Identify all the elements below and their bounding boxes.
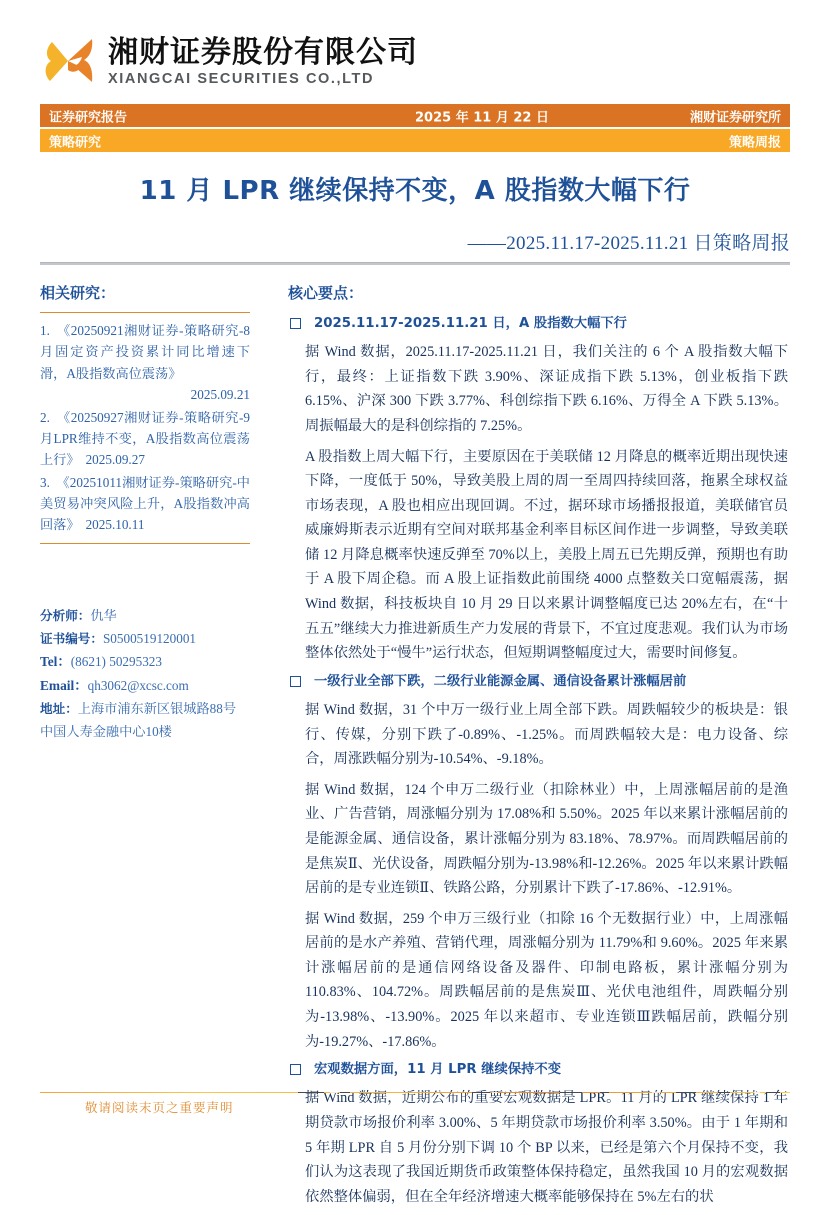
footer-disclaimer: 敬请阅读末页之重要声明 bbox=[85, 1100, 234, 1115]
xiangcai-butterfly-logo-icon bbox=[40, 32, 98, 90]
sidebar-divider-top bbox=[40, 312, 250, 313]
content-section bbox=[288, 314, 788, 666]
header-bar-secondary bbox=[40, 129, 790, 152]
analyst-name: 仇华 bbox=[90, 608, 117, 623]
sidebar-divider-bottom bbox=[40, 543, 250, 544]
masthead bbox=[40, 22, 790, 100]
header-divider bbox=[40, 262, 790, 265]
related-research-item[interactable] bbox=[40, 407, 250, 471]
email-value[interactable]: qh3062@xcsc.com bbox=[87, 678, 189, 694]
tel-row bbox=[40, 650, 255, 674]
section-title: 宏观数据方面，11 月 LPR 继续保持不变 bbox=[314, 1062, 562, 1078]
related-item-title[interactable]: 《20250927湘财证券-策略研究-9月LPR维持不变，A股指数高位震荡上行》 bbox=[40, 409, 250, 468]
tel-label: Tel： bbox=[40, 654, 71, 670]
sections-container bbox=[288, 314, 788, 1209]
footer-decorative-bar bbox=[40, 1086, 790, 1093]
section-paragraph: 据 Wind 数据，31 个中万一级行业上周全部下跌。周跌幅较少的板块是：银行、传媒，分别下跌了-0.89%、-1.25%。而周跌幅较大是：电力设备、综合，周涨跌幅分别为-10.54%、-9.18%。 bbox=[305, 702, 788, 768]
content-section bbox=[288, 672, 788, 1054]
related-research-list bbox=[40, 320, 250, 536]
related-research-item[interactable] bbox=[40, 472, 250, 536]
tel-value: (8621) 50295323 bbox=[70, 654, 162, 670]
related-item-date: 2025.10.11 bbox=[85, 517, 145, 533]
related-item-title[interactable]: 《20251011湘财证券-策略研究-中美贸易冲突风险上升，A股指数冲高回落》 bbox=[40, 474, 250, 533]
report-type-label: 证券研究报告 bbox=[49, 110, 128, 125]
analyst-contact-block bbox=[40, 605, 255, 743]
content-section bbox=[288, 1060, 788, 1209]
address-row bbox=[40, 698, 255, 721]
page-subtitle: ——2025.11.17-2025.11.21 日策略周报 bbox=[467, 233, 790, 254]
square-bullet-icon bbox=[290, 1064, 301, 1075]
address-value-2: 中国人寿金融中心10楼 bbox=[40, 723, 172, 739]
address-label: 地址： bbox=[40, 700, 78, 716]
core-points-heading: 核心要点： bbox=[288, 284, 364, 302]
related-item-title[interactable]: 《20250921湘财证券-策略研究-8月固定资产投资累计同比增速下滑，A股指数高位震荡》 bbox=[40, 323, 250, 381]
license-label: 证书编号： bbox=[40, 630, 103, 646]
related-item-date: 2025.09.27 bbox=[85, 452, 145, 468]
email-label: Email： bbox=[40, 678, 88, 694]
brand-wordmark bbox=[108, 34, 418, 88]
email-row[interactable] bbox=[40, 674, 255, 698]
square-bullet-icon bbox=[290, 676, 301, 687]
brand-name-en: XIANGCAI SECURITIES CO.,LTD bbox=[108, 70, 375, 87]
address-value: 上海市浦东新区银城路88号 bbox=[77, 700, 237, 716]
license-number: S0500519120001 bbox=[102, 630, 197, 646]
section-paragraph: 据 Wind 数据，259 个申万三级行业（扣除 16 个无数据行业）中，上周涨幅居前的是水产养殖、营销代理，周涨幅分别为 11.79%和 9.60%。2025 年来累计涨幅居前的是通信网络设备及器件、印制电路板，累计涨幅分别为 110.83%、104.72%。周跌幅居前的是焦炭Ⅲ、光伏电池组件，周跌幅分别为-13.98%、-13.90%。2025 年以来超市、专业连锁Ⅲ跌幅居前，跌幅分别为-19.27%、-17.86%。 bbox=[305, 910, 788, 1050]
section-paragraph: 据 Wind 数据，124 个申万二级行业（扣除林业）中，上周涨幅居前的是渔业、广告营销，周涨幅分别为 17.08%和 5.50%。2025 年以来累计涨幅居前的是能源金属、通信设备，累计涨幅分别为 83.18%、78.97%。而周跌幅居前的是焦炭Ⅱ、光伏设备，周跌幅分别为-13.98%和-12.26%。2025 年以来累计跌幅居前的是专业连锁Ⅱ、铁路公路，分别累计下跌了-17.86%、-12.91%。 bbox=[305, 781, 788, 897]
related-item-date: 2025.09.21 bbox=[190, 387, 250, 403]
address-row-2 bbox=[40, 721, 255, 744]
related-research-item[interactable] bbox=[40, 320, 250, 406]
license-row bbox=[40, 628, 255, 651]
brand-name-cn: 湘财证券股份有限公司 bbox=[108, 35, 418, 70]
sidebar bbox=[40, 282, 250, 544]
main-content bbox=[288, 282, 788, 1215]
related-item-number: 3. bbox=[40, 474, 57, 490]
header-bar-primary bbox=[40, 104, 790, 127]
analyst-label: 分析师： bbox=[40, 608, 91, 623]
related-item-number: 1. bbox=[40, 323, 57, 338]
section-header bbox=[288, 672, 788, 691]
section-title: 2025.11.17-2025.11.21 日，A 股指数大幅下行 bbox=[314, 316, 627, 331]
section-header bbox=[288, 314, 788, 333]
analyst-row bbox=[40, 605, 255, 628]
related-item-number: 2. bbox=[40, 409, 57, 425]
report-series-label: 策略周报 bbox=[728, 135, 781, 150]
report-date: 2025 年 11 月 22 日 bbox=[415, 110, 549, 125]
section-paragraph: 据 Wind 数据，2025.11.17-2025.11.21 日，我们关注的 6 个 A 股指数大幅下行，最终：上证指数下跌 3.90%、深证成指下跌 5.13%，创业板指下跌 6.15%、沪深 300 下跌 3.77%、科创综指下跌 6.16%、万得全 A 下跌 5.13%。周振幅最大的是科创综指的 7.25%。 bbox=[305, 344, 788, 434]
research-category-label: 策略研究 bbox=[49, 135, 102, 150]
section-header bbox=[288, 1060, 788, 1079]
section-paragraph: A 股指数上周大幅下行，主要原因在于美联储 12 月降息的概率近期出现快速下降，一度低于 50%，导致美股上周的周一至周四持续回落，拖累全球权益市场表现，A 股也相应出现回调。不过，据环球市场播报报道，美联储官员威廉姆斯表示近期有空间对联邦基金利率目标区间作进一步调整，导致美联储 12 月降息概率快速反弹至 70%以上，美股上周五已先期反弹，预期也有助于 A 股下周企稳。而 A 股上证指数此前围绕 4000 点整数关口宽幅震荡，据 Wind 数据，科技板块自 10 月 29 日以来累计调整幅度已达 20%左右，在“十五五”继续大力推进新质生产力发展的背景下，不宜过度悲观。我们认为市场整体依然处于“慢牛”运行状态，但短期调整幅度过大，需要时间修复。 bbox=[305, 448, 788, 662]
section-paragraph: 据 Wind 数据，近期公布的重要宏观数据是 LPR。11 月的 LPR 继续保持 1 年期贷款市场报价利率 3.00%、5 年期贷款市场报价利率 3.50%。由于 1 年期和 5 年期 LPR 自 5 月份分别下调 10 个 BP 以来，已经是第六个月保持不变，我们认为这表现了我国近期货币政策整体保持稳定，虽然我国 10 月的宏观数据依然整体偏弱，但在全年经济增速大概率能够保持在 5%左右的状 bbox=[305, 1090, 788, 1205]
page-title: 11 月 LPR 继续保持不变，A 股指数大幅下行 bbox=[139, 176, 691, 206]
square-bullet-icon bbox=[290, 318, 301, 329]
section-title: 一级行业全部下跌，二级行业能源金属、通信设备累计涨幅居前 bbox=[314, 673, 687, 689]
institute-label: 湘财证券研究所 bbox=[689, 110, 781, 125]
related-research-heading: 相关研究： bbox=[40, 284, 116, 302]
